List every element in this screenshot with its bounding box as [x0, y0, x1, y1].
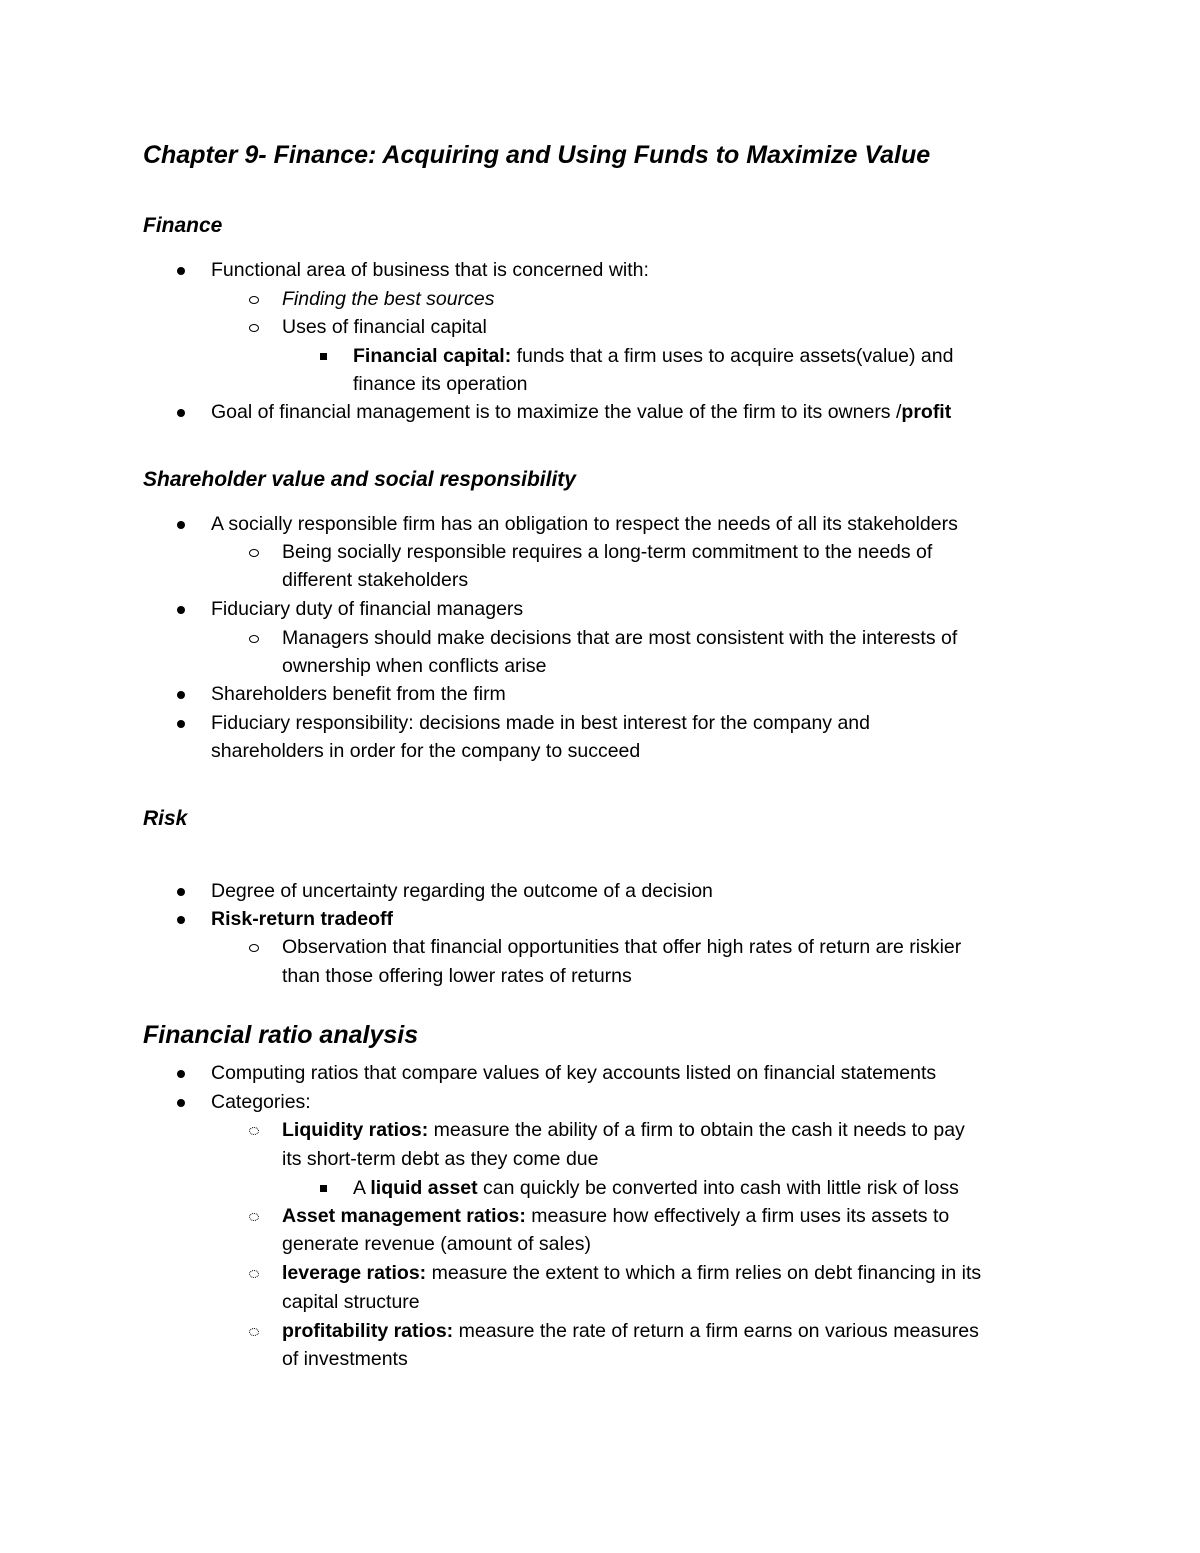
- definition-text: measure the extent to which a firm relies on debt financing in its: [426, 1262, 982, 1284]
- list-item: [282, 1259, 981, 1287]
- bullet-disc: [177, 1099, 185, 1107]
- list-item: [282, 1202, 949, 1230]
- list-item: Being socially responsible requires a long-term commitment to the needs of: [282, 541, 933, 563]
- definition-text: measure the ability of a firm to obtain the cash it needs to pay: [428, 1119, 965, 1141]
- term-financial-capital: Financial capital:: [353, 345, 512, 367]
- list-item: Risk-return tradeoff: [211, 908, 394, 930]
- list-item: [353, 342, 953, 370]
- list-item: Uses of financial capital: [282, 316, 487, 338]
- bullet-square: [320, 353, 327, 360]
- list-item-continuation: capital structure: [282, 1291, 420, 1313]
- list-item: [282, 1317, 979, 1345]
- bullet-dotted-circle: [249, 1127, 259, 1135]
- bullet-disc: [177, 267, 185, 275]
- heading-finance: Finance: [143, 214, 223, 237]
- bullet-circle: [249, 944, 259, 952]
- list-item-continuation: than those offering lower rates of returns: [282, 965, 632, 987]
- bullet-disc: [177, 409, 185, 417]
- list-item: Fiduciary responsibility: decisions made in best interest for the company and: [211, 712, 870, 734]
- list-item-text: A: [353, 1177, 371, 1199]
- list-item: [282, 1116, 965, 1144]
- list-item: Functional area of business that is concerned with:: [211, 259, 649, 281]
- bullet-disc: [177, 888, 185, 896]
- heading-financial-ratio-analysis: Financial ratio analysis: [143, 1021, 419, 1049]
- bullet-circle: [249, 635, 259, 643]
- bullet-disc: [177, 1070, 185, 1078]
- list-item: Finding the best sources: [282, 288, 495, 310]
- heading-shareholder-value: Shareholder value and social responsibility: [143, 468, 576, 491]
- list-item-text: Goal of financial management is to maximize the value of the firm to its owners /: [211, 401, 902, 423]
- list-item: A socially responsible firm has an obligation to respect the needs of all its stakeholders: [211, 513, 958, 535]
- bullet-disc: [177, 521, 185, 529]
- definition-text: measure how effectively a firm uses its assets to: [525, 1205, 950, 1227]
- list-item: Computing ratios that compare values of key accounts listed on financial statements: [211, 1062, 937, 1084]
- bullet-circle: [249, 296, 259, 304]
- bullet-dotted-circle: [249, 1213, 259, 1221]
- term-asset-management-ratios: Asset management ratios:: [282, 1205, 526, 1227]
- list-item: Degree of uncertainty regarding the outcome of a decision: [211, 880, 713, 902]
- definition-text: can quickly be converted into cash with little risk of loss: [477, 1177, 959, 1199]
- list-item-continuation: ownership when conflicts arise: [282, 655, 547, 677]
- bullet-circle: [249, 324, 259, 332]
- bullet-dotted-circle: [249, 1270, 259, 1278]
- list-item-continuation: of investments: [282, 1348, 408, 1370]
- term-leverage-ratios: leverage ratios:: [282, 1262, 427, 1284]
- list-item-continuation: finance its operation: [353, 373, 528, 395]
- bullet-square: [320, 1185, 327, 1192]
- heading-risk: Risk: [143, 807, 188, 830]
- definition-text: funds that a firm uses to acquire assets(value) and: [511, 345, 954, 367]
- term-liquidity-ratios: Liquidity ratios:: [282, 1119, 429, 1141]
- bullet-circle: [249, 549, 259, 557]
- bullet-dotted-circle: [249, 1328, 259, 1336]
- bullet-disc: [177, 691, 185, 699]
- list-item-continuation: different stakeholders: [282, 569, 469, 591]
- list-item: [353, 1174, 959, 1202]
- list-item-continuation: its short-term debt as they come due: [282, 1148, 599, 1170]
- term-liquid-asset: liquid asset: [370, 1177, 478, 1199]
- list-item-continuation: generate revenue (amount of sales): [282, 1233, 591, 1255]
- definition-text: measure the rate of return a firm earns on various measures: [453, 1320, 979, 1342]
- list-item: Categories:: [211, 1091, 311, 1113]
- page-title: Chapter 9- Finance: Acquiring and Using Funds to Maximize Value: [143, 141, 931, 169]
- list-item: Managers should make decisions that are most consistent with the interests of: [282, 627, 958, 649]
- list-item: [211, 398, 951, 426]
- term-profit: profit: [901, 401, 952, 423]
- list-item: Fiduciary duty of financial managers: [211, 598, 524, 620]
- bullet-disc: [177, 606, 185, 614]
- list-item: Shareholders benefit from the firm: [211, 683, 506, 705]
- bullet-disc: [177, 916, 185, 924]
- term-profitability-ratios: profitability ratios:: [282, 1320, 454, 1342]
- bullet-disc: [177, 720, 185, 728]
- list-item: Observation that financial opportunities that offer high rates of return are riskier: [282, 936, 962, 958]
- list-item-continuation: shareholders in order for the company to succeed: [211, 740, 641, 762]
